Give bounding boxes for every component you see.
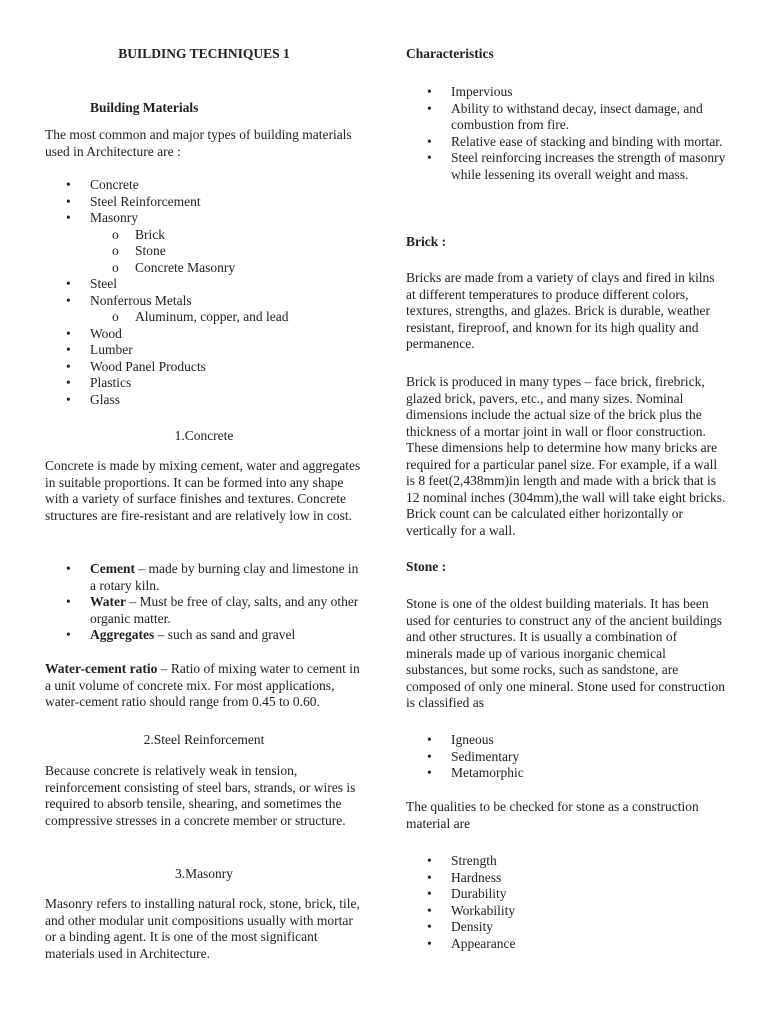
list-item — [45, 594, 363, 627]
list-item: • Wood — [45, 326, 363, 343]
list-item: • Concrete — [45, 177, 363, 194]
list-item — [45, 210, 363, 276]
list-item: • Plastics — [45, 375, 363, 392]
list-item: • Sedimentary — [406, 749, 726, 766]
concrete-heading: 1.Concrete — [174, 428, 234, 443]
steel-reinforcement-heading: 2.Steel Reinforcement — [143, 732, 265, 747]
list-item: • Hardness — [406, 870, 726, 887]
stone-heading: Stone : — [406, 559, 447, 574]
qualities-intro: The qualities to be checked for stone as a construction material are — [406, 799, 699, 831]
intro-paragraph: The most common and major types of building materials used in Architecture are : — [45, 127, 352, 159]
characteristics-list — [406, 84, 726, 183]
masonry-heading: 3.Masonry — [174, 866, 234, 881]
brick-paragraph-1: Bricks are made from a variety of clays and fired in kilns at different temperatures to produce different colors, textures, strengths, and glazes. Brick is durable, weather resistant, fireproof, and known for its high quality and permanence. — [406, 270, 715, 351]
steel-reinforcement-paragraph: Because concrete is relatively weak in tension, reinforcement consisting of steel bars, strands, or wires is required to absorb tensile, shearing, and sometimes the compressive stresses in a concrete member or structure. — [45, 763, 356, 828]
masonry-paragraph: Masonry refers to installing natural rock, stone, brick, tile, and other modular unit compositions usually with mortar or a binding agent. It is one of the most significant materials used in Architecture. — [45, 896, 360, 961]
nonferrous-sublist — [90, 309, 363, 326]
list-item: • Wood Panel Products — [45, 359, 363, 376]
stone-paragraph: Stone is one of the oldest building materials. It has been used for centuries to construct any of the ancient buildings and other structures. It is usually a combination of minerals made up of various inorganic chemical substances, but some rocks, such as sandstone, are composed of only one mineral. Stone used for construction is classified as — [406, 596, 726, 710]
list-item — [45, 627, 363, 644]
characteristics-heading: Characteristics — [406, 46, 494, 61]
building-materials-heading: Building Materials — [90, 100, 199, 115]
sub-list-item: o Brick — [90, 227, 363, 244]
list-item: • Relative ease of stacking and binding with mortar. — [406, 134, 726, 151]
list-item: • Glass — [45, 392, 363, 409]
stone-types-list — [406, 732, 726, 782]
ingredient-desc: – made by burning clay and limestone in a rotary kiln. — [90, 561, 359, 593]
list-item-label: Masonry — [90, 210, 138, 225]
list-item — [45, 293, 363, 326]
list-item: • Metamorphic — [406, 765, 726, 782]
brick-paragraph-2: Brick is produced in many types – face brick, firebrick, glazed brick, pavers, etc., and many sizes. Nominal dimensions include the actual size of the brick plus the thickness of a mortar joint in wall or floor construction. These dimensions help to determine how many bricks are required for a particular panel size. For example, if a wall is 8 feet(2,438mm)in length and made with a brick that is 12 nominal inches (304mm),the wall will take eight bricks. Brick count can be calculated either horizontally or vertically for a wall. — [406, 374, 726, 538]
document-title: BUILDING TECHNIQUES 1 — [118, 46, 290, 61]
ingredient-term: Aggregates — [90, 627, 155, 642]
wcr-term: Water-cement ratio — [45, 661, 158, 676]
materials-list — [45, 177, 363, 408]
concrete-paragraph: Concrete is made by mixing cement, water and aggregates in suitable proportions. It can be formed into any shape with a variety of surface finishes and textures. Concrete structures are fire-resistant and are relatively low in cost. — [45, 458, 361, 523]
sub-list-item: o Stone — [90, 243, 363, 260]
qualities-list — [406, 853, 726, 952]
ingredient-desc: – Must be free of clay, salts, and any other organic matter. — [90, 594, 359, 626]
wcr-text: – Ratio of mixing water to cement in a unit volume of concrete mix. For most applications, water-cement ratio should range from 0.45 to 0.60. — [45, 661, 360, 709]
list-item: • Ability to withstand decay, insect damage, and combustion from fire. — [406, 101, 726, 134]
list-item-label: Nonferrous Metals — [90, 292, 192, 308]
list-item: • Appearance — [406, 936, 726, 953]
brick-heading: Brick : — [406, 234, 447, 249]
ingredients-list — [45, 561, 363, 644]
list-item: • Steel Reinforcement — [45, 194, 363, 211]
list-item: • Steel — [45, 276, 363, 293]
list-item: • Workability — [406, 903, 726, 920]
list-item: • Lumber — [45, 342, 363, 359]
list-item: • Igneous — [406, 732, 726, 749]
masonry-sublist — [90, 227, 363, 277]
water-cement-ratio-paragraph — [45, 661, 363, 711]
list-item: • Durability — [406, 886, 726, 903]
sub-list-item: o Concrete Masonry — [90, 260, 363, 277]
list-item: • Impervious — [406, 84, 726, 101]
ingredient-term: Cement — [90, 561, 135, 576]
sub-list-item: o Aluminum, copper, and lead — [90, 309, 363, 326]
ingredient-desc: – such as sand and gravel — [154, 627, 296, 642]
list-item: • Density — [406, 919, 726, 936]
list-item: • Steel reinforcing increases the strength of masonry while lessening its overall weight and mass. — [406, 150, 726, 183]
list-item — [45, 561, 363, 594]
ingredient-term: Water — [90, 594, 126, 609]
list-item: • Strength — [406, 853, 726, 870]
